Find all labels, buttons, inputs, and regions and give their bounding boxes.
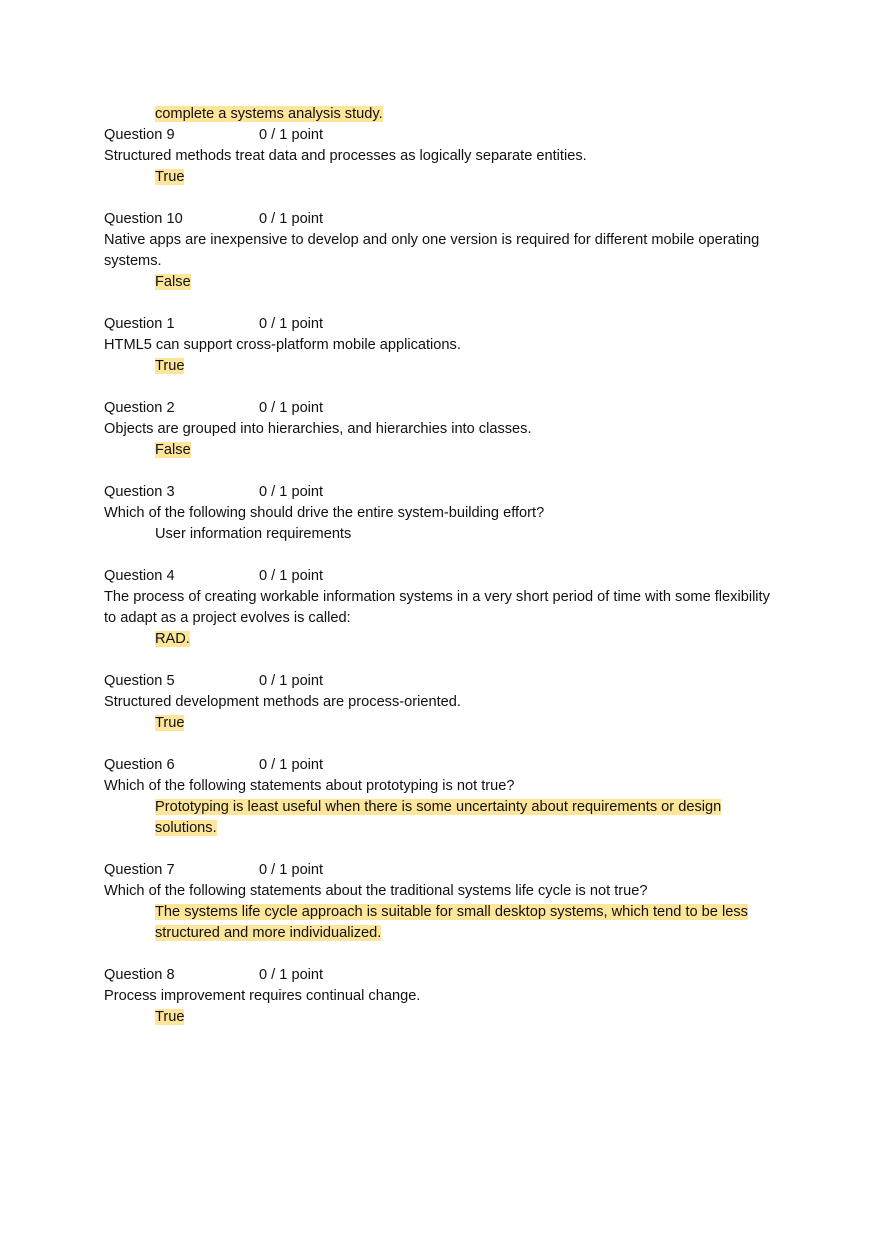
answer-text: True [155,358,185,374]
answer-text: complete a systems analysis study. [155,106,383,122]
answer-text: False [155,442,191,458]
question-header [104,209,784,230]
question-text: The process of creating workable information systems in a very short period of time with some flexibility to adapt as a project evolves is called: [104,589,770,626]
question-list [104,125,784,1028]
question-score: 0 / 1 point [259,484,324,500]
answer [155,440,780,461]
question-text: Objects are grouped into hierarchies, and hierarchies into classes. [104,421,532,437]
question-score: 0 / 1 point [259,967,324,983]
question-block [104,671,784,734]
question-score: 0 / 1 point [259,862,324,878]
question-header [104,566,784,587]
question-text: Which of the following statements about the traditional systems life cycle is not true? [104,883,648,899]
question-text: Native apps are inexpensive to develop and only one version is required for different mobile operating systems. [104,232,760,269]
question-score: 0 / 1 point [259,400,324,416]
question-number: Question 5 [104,673,175,689]
answer-text: Prototyping is least useful when there is some uncertainty about requirements or design solutions. [155,799,722,836]
answer [155,356,780,377]
question-text: Which of the following statements about prototyping is not true? [104,778,515,794]
question-number: Question 1 [104,316,175,332]
question-block [104,860,784,944]
answer-text: True [155,169,185,185]
question-block [104,209,784,293]
answer-text: True [155,715,185,731]
question-block [104,398,784,461]
question-number: Question 2 [104,400,175,416]
question-text: HTML5 can support cross-platform mobile applications. [104,337,461,353]
question-score: 0 / 1 point [259,316,324,332]
question-block [104,965,784,1028]
question-header [104,125,784,146]
question-header [104,755,784,776]
question-number: Question 10 [104,211,183,227]
question-header [104,671,784,692]
question-number: Question 4 [104,568,175,584]
answer [155,1007,780,1028]
answer-text: False [155,274,191,290]
answer-text: True [155,1009,185,1025]
question-number: Question 9 [104,127,175,143]
question-number: Question 8 [104,967,175,983]
question-header [104,398,784,419]
question-header [104,482,784,503]
question-header [104,314,784,335]
question-text: Process improvement requires continual change. [104,988,421,1004]
answer-text: RAD. [155,631,190,647]
previous-answer [155,104,780,125]
question-text: Which of the following should drive the entire system-building effort? [104,505,545,521]
question-score: 0 / 1 point [259,568,324,584]
question-number: Question 3 [104,484,175,500]
question-header [104,860,784,881]
question-number: Question 7 [104,862,175,878]
question-block [104,566,784,650]
answer-text: The systems life cycle approach is suitable for small desktop systems, which tend to be less structured and more individualized. [155,904,748,941]
question-text: Structured methods treat data and processes as logically separate entities. [104,148,587,164]
question-block [104,755,784,839]
answer [155,167,780,188]
question-score: 0 / 1 point [259,211,324,227]
answer-text: User information requirements [155,526,352,542]
question-number: Question 6 [104,757,175,773]
question-score: 0 / 1 point [259,673,324,689]
question-score: 0 / 1 point [259,127,324,143]
answer [155,902,780,944]
question-header [104,965,784,986]
answer [155,629,780,650]
question-block [104,125,784,188]
answer [155,797,780,839]
answer [155,524,780,545]
question-block [104,482,784,545]
question-block [104,314,784,377]
answer [155,713,780,734]
question-score: 0 / 1 point [259,757,324,773]
answer [155,272,780,293]
question-text: Structured development methods are process-oriented. [104,694,461,710]
